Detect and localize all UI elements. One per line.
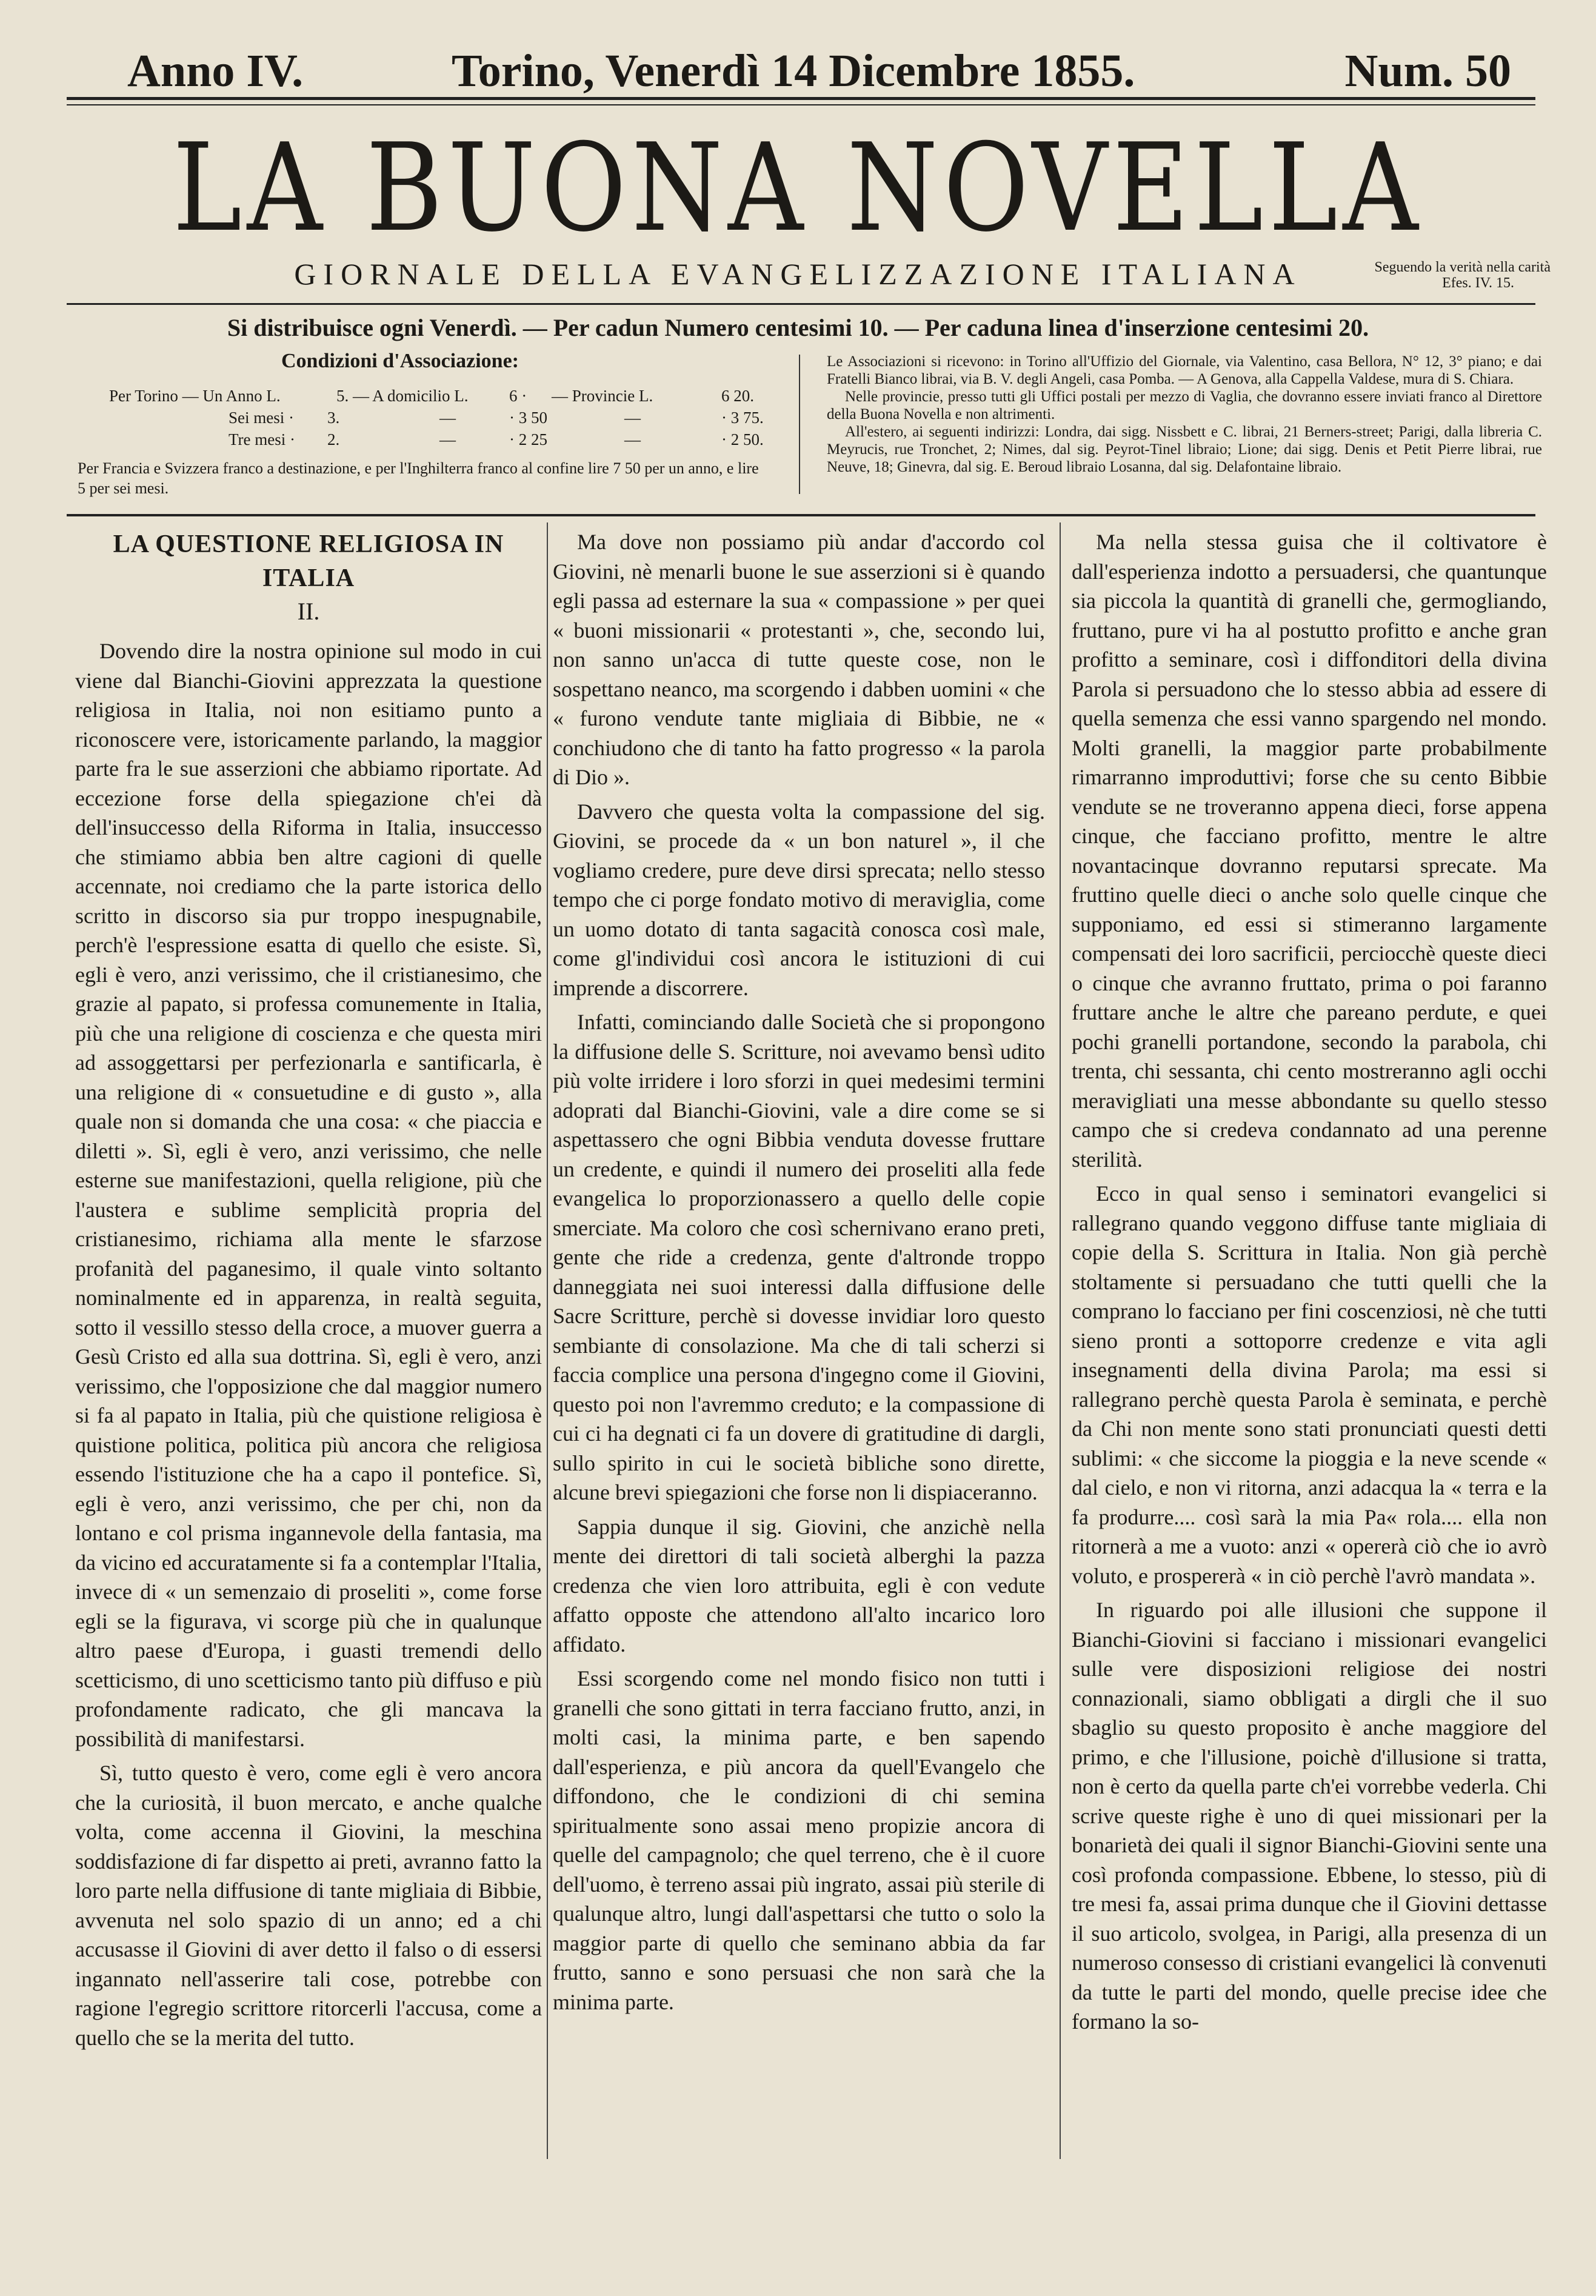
article-paragraph: Ecco in qual senso i seminatori evangelici si rallegrano quando veggono diffuse tante migliaia di copie della S. Scrittura in Italia. Non già perchè stoltamente si persuadano che tutti quelli che la comprano lo facciano per fini coscenziosi, nè che tutti sieno pronti a sottoporre credenze e vita agli insegnamenti della divina Parola; ma essi si rallegrano perchè questa Parola è seminata, e perchè da Chi non mente sono stati pronunciati questi detti sublimi: « che siccome la pioggia e la neve scende « dal cielo, e non vi ritorna, anzi adacqua la « terra e la fa produrre.... così sarà la mia Pa« rola.... ella non ritornerà a me a vuoto: anzi « opererà ciò che io avrò voluto, e prospererà « in ciò perchè l'avrò mandata ». [1072,1181,1547,1588]
article-title: LA QUESTIONE RELIGIOSA IN ITALIA [113,530,504,592]
subscription-title: Condizioni d'Associazione: [281,350,519,372]
article-paragraph: Dovendo dire la nostra opinione sul modo in cui viene dal Bianchi-Giovini apprezzata la questione religiosa in Italia, noi non esitiamo punto a riconoscere vere, istoricamente parlando, la maggior parte fra le sue asserzioni che abbiamo riportate. Ad eccezione forse della spiegazione ch'ei dà dell'insuccesso della Riforma in Italia, insuccesso che stimiamo abbia ben altre cagioni di quelle accennate, noi crediamo che la parte istorica dello scritto in discorso sia pur troppo inespugnabile, perch'è l'espressione esatta di quello che esiste. Sì, egli è vero, anzi verissimo, che il cristianesimo, che grazie al papato, si professa comunemente in Italia, più che una religione di coscienza e che questa miri ad assoggettarsi per perfezionarla e santificarla, è una religione di « consuetudine e di gusto », alla quale non si domanda che una cosa: « che piaccia e diletti ». Sì, egli è vero, anzi verissimo, che nelle esterne sue manifestazioni, quella religione, più che l'austera e sublime semplicità propria del cristianesimo, richiama alla mente le sfarzose profanità del paganesimo, il quale vinto soltanto nominalmente ed in apparenza, in realtà seguita, sotto il vessillo stesso della croce, a muover guerra a Gesù Cristo ed alla sua dottrina. Sì, egli è vero, anzi verissimo, che l'opposizione che dal maggior numero si fa al papato in Italia, più che quistione religiosa è quistione politica, politica più ancora che religiosa essendo l'istituzione che ha a capo il pontefice. Sì, egli è vero, anzi verissimo, che per chi, non da lontano e col prisma ingannevole della fantasia, ma da vicino ed accuratamente si fa a contemplar l'Italia, invece di « un semenzaio di proseliti », come forse egli se la figurava, vi scorge più che in qualunque altro paese d'Europa, i guasti tremendi dello scetticismo, di uno scetticismo tanto più diffuso e più profondamente radicato, che gli mancava la possibilità di manifestarsi. [75,639,542,1751]
article-paragraph: Sì, tutto questo è vero, come egli è vero ancora che la curiosità, il buon mercato, e anche qualche volta, come accenna il Giovini, la meschina soddisfazione di far dispetto ai preti, avranno fatto la loro parte nella diffusione di tante migliaia di Bibbie, avvenuta nel solo spazio di un anno; ed a chi accusasse il Giovini di aver detto il falso o di essersi ingannato nell'asserire tali cose, potrebbe con ragione l'egregio scrittore ritorcerli l'accusa, come a quello che se la merita del tutto. [75,1761,542,2050]
rate-row [109,385,788,407]
rate-cell: · 3 50 [509,409,547,427]
header-column-divider [799,355,800,494]
rate-cell: — [439,409,456,427]
subscription-info [827,353,1542,476]
rate-cell: Sei mesi · [229,409,294,427]
rate-cell: 5. — A domicilio L. [336,387,469,405]
article-paragraph: Ma nella stessa guisa che il coltivatore è dall'esperienza indotto a persuadersi, che quantunque sia piccola la quantità di granelli che, germogliando, fruttano, pure vi ha al postutto profitto e anche gran profitto a seminare, così i diffonditori della divina Parola si persuadono che lo stesso abbia ad essere di quella semenza che essi vanno spargendo nel mondo. Molti granelli, la maggior parte probabilmente rimarranno improduttivi; forse che su cento Bibbie vendute se ne troveranno appena dieci, forse appena cinque, che facciano profitto, mentre le altre novantacinque dovranno reputarsi sprecate. Ma fruttino quelle dieci o anche solo quelle cinque che supponiamo, ed essi si stimeranno largamente compensati dei loro sacrificii, perciocchè queste dieci o cinque che avranno fruttato, prima o poi faranno fruttare anche le altre che pareano perdute, e quei pochi granelli portandone, secondo la parabola, chi trenta, chi sessanta, chi cento mostreranno agli occhi meravigliati una messe abbondante su quello stesso campo che si credeva condannato ad una perenne sterilità. [1072,530,1547,1172]
issue-line [67,44,1535,98]
top-rule-thick [67,97,1535,100]
article-part: II. [297,598,320,625]
motto-reference: Efes. IV. 15. [1442,275,1514,291]
rate-cell: · 2 50. [721,430,764,449]
article-paragraph: Sappia dunque il sig. Giovini, che anzichè nella mente dei direttori di tali società alberghi la pazza credenza che vien loro attribuita, egli è con vedute affatto opposte che attendono all'alto incarico loro affidato. [553,1514,1045,1657]
subscription-note: Per Francia e Svizzera franco a destinazione, e per l'Inghilterra franco al confine lire 7 50 per un anno, e lire 5 per sei mesi. [78,459,759,497]
article-paragraph: Ma dove non possiamo più andar d'accordo col Giovini, nè menarli buone le sue asserzioni si è quando egli passa ad esternare la sua « compassione » per quei « buoni missionarii « protestanti », che, secondo lui, non sanno un'acca di tutte queste cose, non le sospettano neanco, ma scorgendo i dabben uomini « che « furono vendute tante migliaia di Bibbie, ne « conchiudono che di tanto ha fatto progresso « la parola di Dio ». [553,530,1045,789]
rate-cell: Tre mesi · [229,430,296,449]
motto [1320,259,1551,291]
rate-cell: 2. [327,430,340,449]
rate-cell: · 2 25 [509,430,547,449]
article-paragraph: Essi scorgendo come nel mondo fisico non tutti i granelli che sono gittati in terra facciano frutto, anzi, in molti casi, la minima parte, e ben sapendo dall'esperienza, e più ancora da quell'Evangelo che diffondono, che le condizioni di chi semina spiritualmente sono assai meno propizie ancora di quelle del campagnolo; che quel terreno, che è il cuore dell'uomo, è terreno assai più ingrato, assai più sterile di qualunque altro, lungi dall'aspettarsi che tutto o solo la maggior parte di quello che seminano abbia da far frutto, sanno e sono persuasi che non sarà che la minima parte. [553,1666,1045,2014]
subscription-rates [109,385,788,450]
masthead-title: LA BUONA NOVELLA [172,118,1424,259]
rate-row [109,429,788,450]
masthead-rule [67,303,1535,305]
info-paragraph: All'estero, ai seguenti indirizzi: Londra, dai sigg. Nissbett e C. librai, 21 Berners-street; Parigi, dalla libreria C. Meyrucis, rue Tronchet, 2; Nimes, dal sig. Peyrot-Tinel libraio; Lione; dai sigg. Denis et Petit Pierre librai, rue Neuve, 18; Ginevra, dal sig. E. Beroud libraio Losanna, dal sig. Delafontaine libraio. [827,424,1542,475]
issue-date: Torino, Venerdì 14 Dicembre 1855. [452,45,1135,96]
article-paragraph: Infatti, cominciando dalle Società che si propongono la diffusione delle S. Scritture, noi avevamo bensì udito più volte irridere i loro sforzi in quei medesimi termini adoprati dal Bianchi-Giovini, vale a dire come se si aspettassero che ogni Bibbia venduta dovesse fruttare un credente, e quindi il numero dei proseliti alla fede evangelica lo proporzionassero a quello delle copie smerciate. Ma coloro che così schernivano erano preti, gente che ride a credenza, gente d'altronde troppo danneggiata nei suoi interessi dalla diffusione delle Sacre Scritture, perchè si dovesse invidiar loro questo sembiante di consolazione. Ma che di tali scherzi si faccia complice una persona d'ingegno come il Giovini, questo poi non l'avremmo creduto; e la compassione di cui ci ha degnati ci fa un dovere di gratitudine di dargli, sullo spirito in cui le società bibliche sono dirette, alcune brevi spiegazioni che forse non li dispiaceranno. [553,1010,1045,1504]
rate-cell: 3. [327,409,340,427]
article-paragraph: Davvero che questa volta la compassione del sig. Giovini, se procede da « un bon naturel », il che vogliamo credere, pure deve dirsi sprecata; nello stesso tempo che ci porge fondato motivo di meraviglia, come un uomo dotato di tanta sagacità conosca così male, come gl'individui così ancora le istituzioni di cui imprende a discorrere. [553,799,1045,1000]
article-column-3 [1072,527,1547,2164]
rate-cell: — [624,409,641,427]
distribution-notice: Si distribuisce ogni Venerdì. — Per cadun Numero centesimi 10. — Per caduna linea d'inserzione centesimi 20. [227,314,1369,341]
article-column-1 [75,527,542,2164]
column-divider [547,522,548,2159]
issue-number: Num. 50 [1344,45,1511,96]
rate-row [109,407,788,429]
info-paragraph: Le Associazioni si ricevono: in Torino all'Uffizio del Giornale, via Valentino, casa Bellora, N° 12, 3° piano; e dai Fratelli Bianco librai, via B. V. degli Angeli, casa Pomba. — A Genova, alla Cappella Valdese, mura di S. Chiara. [827,353,1542,387]
column-divider [1060,522,1061,2159]
info-paragraph: Nelle provincie, presso tutti gli Uffici postali per mezzo di Vaglia, che dovranno essere inviati franco al Direttore della Buona Novella e non altrimenti. [827,389,1542,422]
rate-cell: — [624,430,641,449]
rate-cell: — [439,430,456,449]
rate-cell: 6 20. [721,387,754,405]
volume-year: Anno IV. [127,45,304,96]
motto-text: Seguendo la verità nella carità [1374,259,1551,275]
rate-cell: Per Torino — Un Anno L. [109,387,281,405]
rate-cell: — Provincie L. [552,387,653,405]
article-paragraph: In riguardo poi alle illusioni che suppone il Bianchi-Giovini si facciano i missionari evangelici sulle vere disposizioni religiose dei nostri connazionali, siamo obbligati a dirgli che il suo sbaglio su questo proposito è anche maggiore del primo, e che l'illusione, poichè d'illusione si tratta, non è certo da quella parte ch'ei vorrebbe vederla. Chi scrive queste righe è uno di quei missionari per la bonarietà dei quali il signor Bianchi-Giovini sente una così profonda compassione. Ebbene, lo stesso, più di tre mesi fa, assai prima dunque che il Giovini dettasse il suo articolo, svolgea, in Parigi, alla presenza di un numeroso consesso di cristiani evangelici là convenuti da tutte le parti del mondo, quelle precise idee che formano la so- [1072,1598,1547,2034]
rate-cell: 6 · [509,387,527,405]
masthead-subtitle: GIORNALE DELLA EVANGELIZZAZIONE ITALIANA [294,257,1302,291]
article-column-2 [553,527,1045,2164]
body-rule [67,514,1535,516]
top-rule-thin [67,104,1535,105]
rate-cell: · 3 75. [721,409,764,427]
